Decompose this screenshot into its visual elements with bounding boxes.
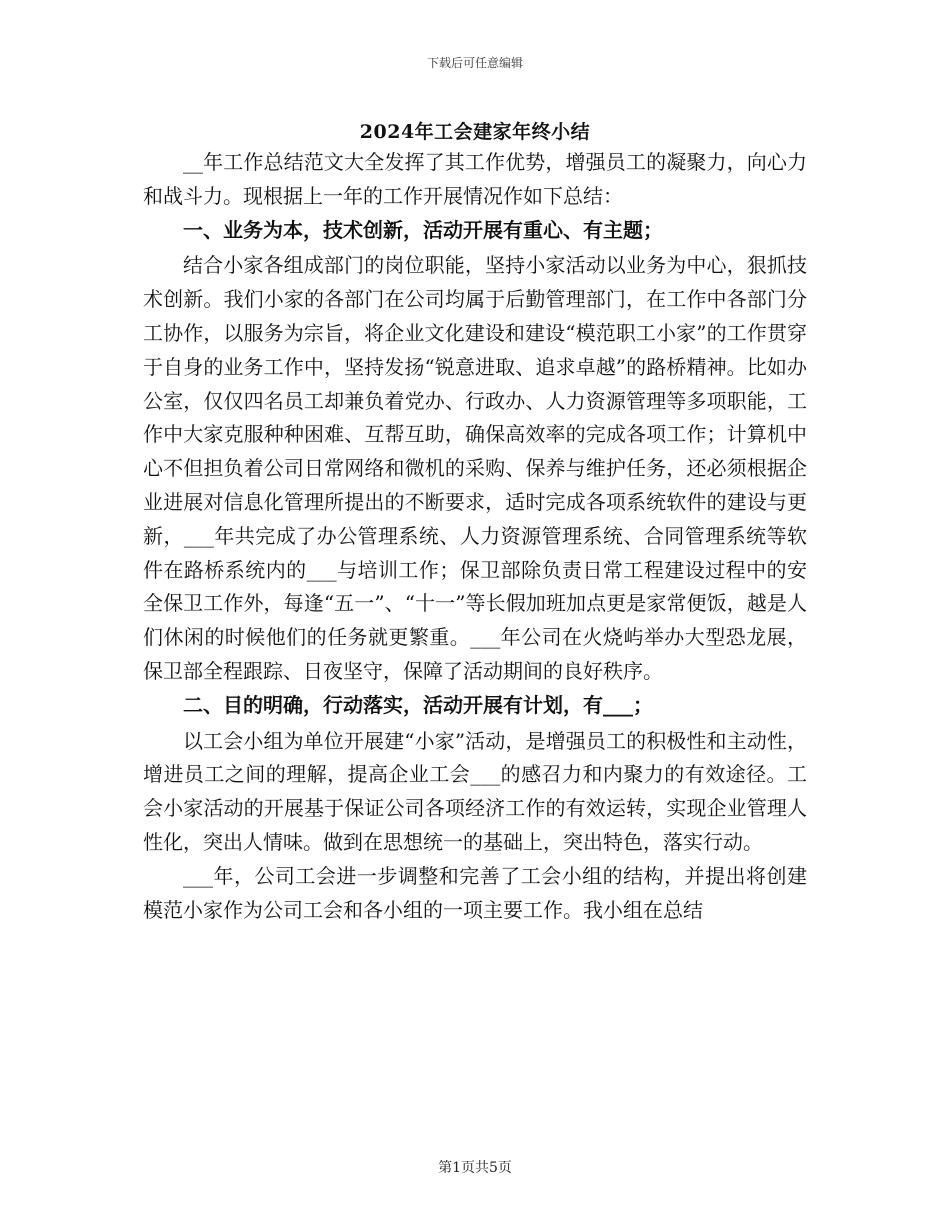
document-title: 2024年工会建家年终小结 (359, 121, 591, 143)
section-2-paragraph-continued: ___年，公司工会进一步调整和完善了工会小组的结构，并提出将创建模范小家作为公司工会和各小组的一项主要工作。我小组在总结 (143, 863, 807, 922)
section-2-paragraph: 以工会小组为单位开展建“小家”活动，是增强员工的积极性和主动性，增进员工之间的理解，提高企业工会___的感召力和内聚力的有效途径。工会小家活动的开展基于保证公司各项经济工作的有效运转，实现企业管理人性化，突出人情味。做到在思想统一的基础上，突出特色，落实行动。 (143, 728, 807, 854)
page-footer: 第1页共5页 (438, 1160, 512, 1176)
section-1-paragraph: 结合小家各组成部门的岗位职能，坚持小家活动以业务为中心，狠抓技术创新。我们小家的各部门在公司均属于后勤管理部门，在工作中各部门分工协作，以服务为宗旨，将企业文化建设和建设“模范职工小家”的工作贯穿于自身的业务工作中，坚持发扬“锐意进取、追求卓越”的路桥精神。比如办公室，仅仅四名员工却兼负着党办、行政办、人力资源管理等多项职能，工作中大家克服种种困难、互帮互助，确保高效率的完成各项工作；计算机中心不但担负着公司日常网络和微机的采购、保养与维护任务，还必须根据企业进展对信息化管理所提出的不断要求，适时完成各项系统软件的建设与更新，___年共完成了办公管理系统、人力资源管理系统、合同管理系统等软件在路桥系统内的___与培训工作；保卫部除负责日常工程建设过程中的安全保卫工作外，每逢“五一”、“十一”等长假加班加点更是家常便饭，越是人们休闲的时候他们的任务就更繁重。___年公司在火烧屿举办大型恐龙展，保卫部全程跟踪、日夜坚守，保障了活动期间的良好秩序。 (143, 253, 807, 683)
section-heading-2: 二、目的明确，行动落实，活动开展有计划，有___； (183, 692, 653, 717)
page-header: 下载后可任意编辑 (426, 56, 523, 70)
intro-paragraph: __年工作总结范文大全发挥了其工作优势，增强员工的凝聚力，向心力和战斗力。现根据上一年的工作开展情况作如下总结： (143, 150, 807, 208)
document-body (143, 146, 807, 927)
section-heading-1: 一、业务为本，技术创新，活动开展有重心、有主题； (183, 217, 663, 242)
